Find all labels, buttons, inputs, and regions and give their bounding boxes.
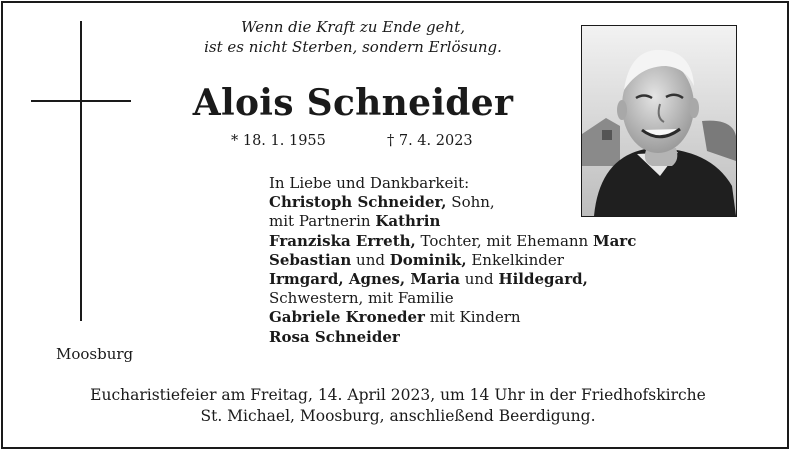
mourner-name: Sebastian (269, 250, 352, 269)
mourner-line (269, 212, 636, 231)
mourner-name: Christoph Schneider, (269, 193, 447, 212)
mourner-relation: Enkelkinder (466, 250, 564, 269)
mourner-line (269, 251, 636, 270)
service-line: Eucharistiefeier am Freitag, 14. April 2023, um 14 Uhr in der Friedhofskirche (90, 386, 706, 404)
motto-line: ist es nicht Sterben, sondern Erlösung. (204, 38, 502, 56)
motto-line: Wenn die Kraft zu Ende geht, (241, 18, 465, 36)
mourner-name: Agnes, (343, 270, 406, 289)
mourner-line: Schwestern, mit Familie (269, 289, 454, 308)
mourner-name: Franziska Erreth, (269, 231, 416, 250)
mourner-line (269, 193, 636, 212)
deceased-name: Alois Schneider (192, 82, 514, 124)
mourner-line (269, 328, 636, 347)
mourner-relation: Sohn, (446, 193, 495, 212)
service-info (23, 385, 773, 427)
mourner-line (269, 308, 636, 327)
mourner-relation: Tochter, mit Ehemann (415, 231, 593, 250)
mourner-line (269, 232, 636, 251)
mourners-intro: In Liebe und Dankbarkeit: (269, 174, 470, 192)
mourner-name: Maria (405, 270, 460, 289)
cross-icon (80, 21, 82, 321)
mourner-name: Rosa Schneider (269, 327, 400, 346)
mourner-name: Gabriele Kroneder (269, 308, 425, 327)
place-name: Moosburg (56, 345, 134, 363)
mourner-line (269, 270, 636, 289)
service-line: St. Michael, Moosburg, anschließend Beerdigung. (200, 407, 596, 425)
mourner-name: Dominik, (389, 250, 467, 269)
mourner-relation: und (459, 270, 499, 289)
cross-icon-bar (31, 100, 131, 102)
mourner-relation: mit Kindern (424, 308, 521, 327)
mourner-name: Irmgard, (269, 270, 344, 289)
mourner-name: Marc (592, 231, 637, 250)
obituary-notice (1, 1, 789, 449)
death-date: † 7. 4. 2023 (387, 133, 473, 149)
birth-date: * 18. 1. 1955 (231, 133, 326, 149)
mourner-name: Kathrin (375, 212, 441, 231)
mourners-list (269, 174, 636, 347)
motto (163, 17, 543, 57)
mourner-relation: mit Partnerin (269, 212, 376, 231)
mourner-relation: und (351, 250, 390, 269)
mourner-name: Hildegard, (498, 270, 588, 289)
